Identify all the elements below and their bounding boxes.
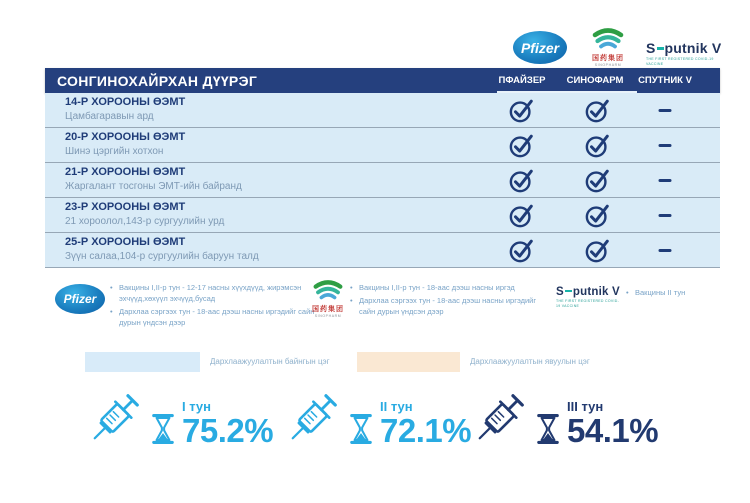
sinopharm-en-text: SINOPHARM bbox=[594, 63, 622, 67]
pfizer-logo bbox=[513, 31, 567, 64]
dose2-value: 72.1% bbox=[380, 412, 472, 449]
hourglass-icon bbox=[151, 413, 175, 445]
dose3-stat bbox=[470, 386, 658, 448]
pfizer-legend-logo bbox=[55, 284, 105, 314]
sinopharm-available-check-icon bbox=[585, 202, 611, 228]
sinopharm-cn-text: 国药集团 bbox=[312, 306, 344, 313]
row-subtitle: 21 хороолол,143-р сургуулийн урд bbox=[65, 216, 225, 227]
pfizer-available-check-icon bbox=[509, 167, 535, 193]
sputnik-unavailable-dash-icon bbox=[659, 213, 672, 217]
table-row bbox=[45, 128, 720, 163]
pfizer-bullet-2: • Дархлаа сэргээх тун - 18-аас дээш насны иргэдийг сайн дурын үндсэн дээр bbox=[110, 307, 318, 329]
sinopharm-available-check-icon bbox=[585, 97, 611, 123]
row-subtitle: Жаргалант тосгоны ЭМТ-ийн байранд bbox=[65, 181, 242, 192]
pfizer-logo-text: Pfizer bbox=[63, 292, 97, 306]
sputnik-tagline: THE FIRST REGISTERED COVID-19 VACCINE bbox=[646, 57, 714, 67]
dose3-label: III тун bbox=[567, 398, 604, 414]
pfizer-available-check-icon bbox=[509, 237, 535, 263]
sinopharm-bullet-2: • Дархлаа сэргээх тун - 18-аас дээш насны иргэдийг сайн дурын үндсэн дээр bbox=[350, 296, 550, 318]
dose1-stat bbox=[85, 386, 273, 448]
pfizer-available-check-icon bbox=[509, 97, 535, 123]
sinopharm-bullet-1: • Вакцины I,II-р тун - 18-аас дээш насны иргэд bbox=[350, 283, 550, 294]
district-header-bar bbox=[45, 68, 720, 93]
row-title: 23-Р ХОРООНЫ ӨЭМТ bbox=[65, 201, 186, 213]
sputnik-unavailable-dash-icon bbox=[659, 178, 672, 182]
dose1-label: I тун bbox=[182, 398, 211, 414]
row-subtitle: Шинэ цэргийн хотхон bbox=[65, 146, 164, 157]
dose3-value: 54.1% bbox=[567, 412, 659, 449]
district-title: СОНГИНОХАЙРХАН ДҮҮРЭГ bbox=[57, 72, 258, 89]
column-header-sputnik: СПУТНИК V bbox=[638, 75, 692, 86]
row-title: 20-Р ХОРООНЫ ӨЭМТ bbox=[65, 131, 186, 143]
sinopharm-en-text: SINOPHARM bbox=[314, 314, 342, 318]
sinopharm-legend-logo bbox=[308, 278, 348, 318]
sputnik-unavailable-dash-icon bbox=[659, 248, 672, 252]
sinopharm-available-check-icon bbox=[585, 237, 611, 263]
sputnik-dash-icon bbox=[657, 47, 664, 50]
pfizer-bullet-1: • Вакцины I,II-р тун - 12-17 насны хүүхдүүд, жирэмсэн эхчүүд,хөхүүл эхчүүд,бусад bbox=[110, 283, 318, 305]
row-title: 21-Р ХОРООНЫ ӨЭМТ bbox=[65, 166, 186, 178]
sputnik-legend-text bbox=[626, 288, 736, 301]
mobile-point-label: Дархлаажуулалтын явуулын цэг bbox=[470, 357, 590, 366]
column-header-pfizer: ПФАЙЗЕР bbox=[498, 75, 546, 86]
fixed-point-label: Дархлаажуулалтын байнгын цэг bbox=[210, 357, 330, 366]
table-row bbox=[45, 93, 720, 128]
fixed-point-swatch bbox=[85, 352, 200, 372]
pfizer-available-check-icon bbox=[509, 202, 535, 228]
sputnik-unavailable-dash-icon bbox=[659, 108, 672, 112]
syringe-icon bbox=[85, 386, 147, 448]
syringe-icon bbox=[283, 386, 345, 448]
sinopharm-available-check-icon bbox=[585, 132, 611, 158]
sinopharm-cn-text: 国药集团 bbox=[592, 55, 624, 62]
sputnik-unavailable-dash-icon bbox=[659, 143, 672, 147]
sputnik-wordmark: S putnik V bbox=[556, 286, 620, 298]
hourglass-icon bbox=[536, 413, 560, 445]
pfizer-available-check-icon bbox=[509, 132, 535, 158]
dose2-label: II тун bbox=[380, 398, 413, 414]
sputnik-bullet-1: • Вакцины II тун bbox=[626, 288, 736, 299]
dose2-stat bbox=[283, 386, 471, 448]
sinopharm-available-check-icon bbox=[585, 167, 611, 193]
pfizer-legend-text bbox=[110, 283, 318, 331]
sputnik-legend-logo bbox=[556, 286, 620, 310]
table-row bbox=[45, 198, 720, 233]
row-title: 25-Р ХОРООНЫ ӨЭМТ bbox=[65, 236, 186, 248]
hourglass-icon bbox=[349, 413, 373, 445]
sinopharm-swoosh-icon bbox=[590, 26, 626, 49]
row-subtitle: Цамбагаравын ард bbox=[65, 111, 154, 122]
row-title: 14-Р ХОРООНЫ ӨЭМТ bbox=[65, 96, 186, 108]
column-header-sinopharm: СИНОФАРМ bbox=[566, 75, 624, 86]
sputnik-dash-icon bbox=[565, 290, 572, 293]
dose1-value: 75.2% bbox=[182, 412, 274, 449]
sinopharm-logo bbox=[586, 26, 630, 67]
mobile-point-swatch bbox=[357, 352, 460, 372]
sinopharm-legend-text bbox=[350, 283, 550, 320]
sputnik-tagline: THE FIRST REGISTERED COVID-19 VACCINE bbox=[556, 299, 620, 309]
row-subtitle: Зүүн салаа,104-р сургуулийн баруун талд bbox=[65, 251, 259, 262]
pfizer-logo-text: Pfizer bbox=[520, 39, 560, 56]
syringe-icon bbox=[470, 386, 532, 448]
sputnik-wordmark: S putnik V bbox=[646, 40, 722, 56]
table-row bbox=[45, 163, 720, 198]
health-center-table bbox=[45, 93, 720, 268]
sputnik-logo bbox=[646, 40, 732, 68]
sinopharm-swoosh-icon bbox=[311, 278, 345, 300]
table-row bbox=[45, 233, 720, 268]
